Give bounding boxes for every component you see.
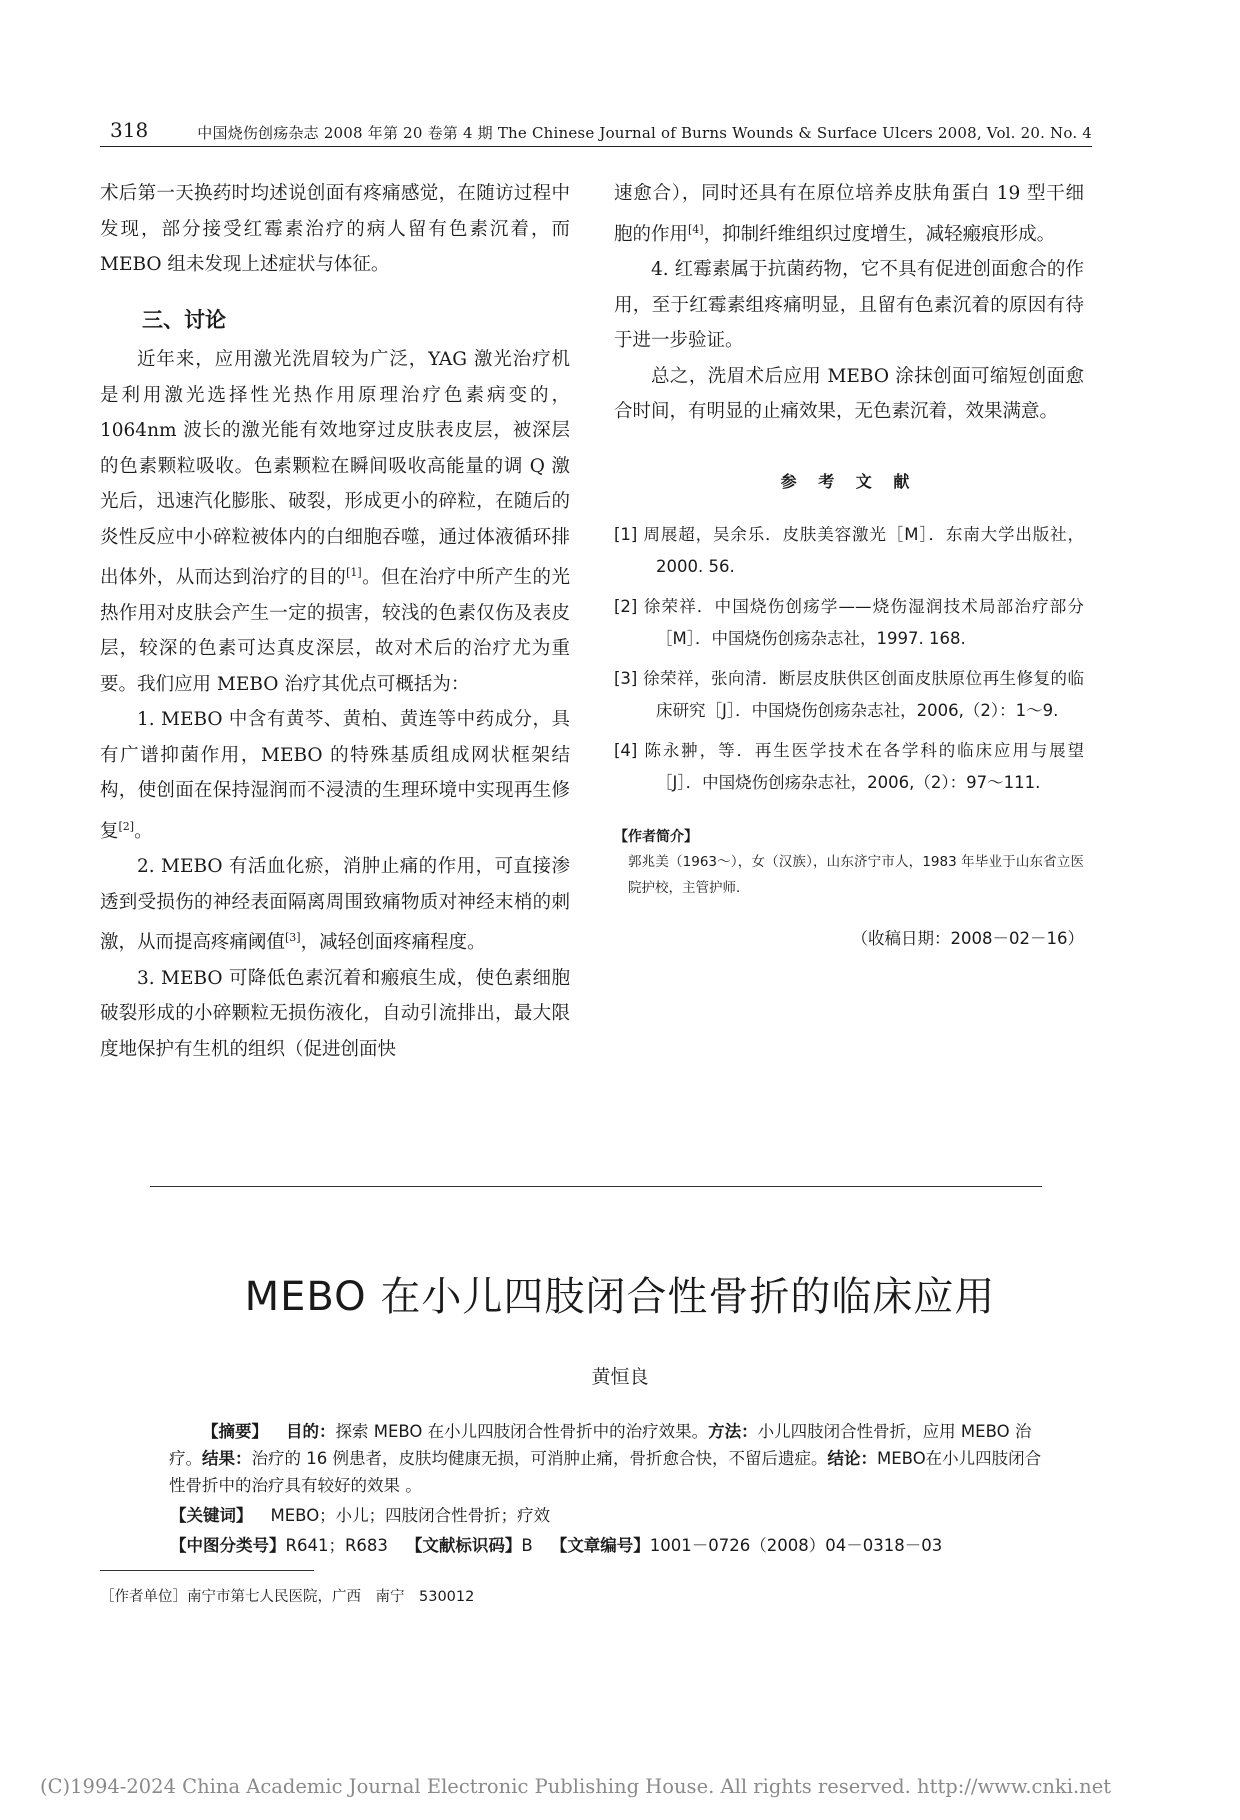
paragraph-text: 2. MEBO 有活血化瘀，消肿止痛的作用，可直接渗透到受损伤的神经表面隔离周围致痛物质对神经末梢的刺激，从而提高疼痛阈值 [100,856,570,954]
article-no-label: 【文章编号】 [550,1536,650,1555]
reference-item: [2] 徐荣祥．中国烧伤创疡学——烧伤湿润技术局部治疗部分［M］．中国烧伤创疡杂志社，1997. 168. [614,597,1084,649]
affiliation-text: 南宁市第七人民医院，广西 南宁 530012 [187,1589,475,1605]
doc-code-label: 【文献标识码】 [405,1536,522,1555]
objective-label: 目的： [286,1422,336,1441]
paragraph: 总之，洗眉术后应用 MEBO 涂抹创面可缩短创面愈合时间，有明显的止痛效果，无色素沉着，效果满意。 [614,365,1084,423]
reference-item: [1] 周展超，吴余乐．皮肤美容激光［M］．东南大学出版社，2000. 56. [614,525,1084,577]
copyright-footer: (C)1994-2024 China Academic Journal Electronic Publishing House. All rights reserved. http://www.cnki.net [40,1775,1112,1798]
article-no-value: 1001－0726（2008）04－0318－03 [649,1536,943,1555]
citation-ref: [1] [346,566,362,579]
header-rule [100,146,1092,147]
paragraph [100,342,570,702]
keywords [136,1502,1054,1529]
article-title: MEBO 在小儿四肢闭合性骨折的临床应用 [244,1274,996,1320]
paragraph-text: 速愈合），同时还具有在原位培养皮肤角蛋白 19 型干细胞的作用 [614,183,1084,245]
objective-text: 探索 MEBO 在小儿四肢闭合性骨折中的治疗效果。 [335,1422,709,1441]
page-number: 318 [110,118,149,142]
right-column [614,176,1084,957]
citation-ref: [3] [285,931,301,945]
article-author: 黄恒良 [591,1366,649,1388]
section-heading: 三、讨论 [142,307,226,332]
classification [136,1532,1054,1559]
paragraph-text: ，减轻创面疼痛程度。 [300,932,486,954]
author-bio-heading: 【作者简介】 [614,829,698,846]
citation-ref: [4] [688,222,704,236]
conclusion-text: MEBO在小儿四肢闭合性骨折中的治疗具有较好的效果 。 [169,1449,1042,1495]
citation-ref: [2] [118,819,135,833]
author-bio: 郭兆美（1963～），女（汉族），山东济宁市人，1983 年毕业于山东省立医院护校，主管护师． [628,854,1084,897]
paragraph-text: 。但在治疗中所产生的光热作用对皮肤会产生一定的损害，较浅的色素仅伤及表皮层，较深的色素可达真皮深层，故对术后的治疗尤为重要。我们应用 MEBO 治疗其优点可概括为： [100,567,570,695]
paragraph-text: 。 [134,820,153,842]
result-text: 治疗的 16 例患者，皮肤均健康无损，可消肿止痛，骨折愈合快，不留后遗症。 [251,1449,828,1468]
method-text: 小儿四肢闭合性骨折，应用 MEBO 治疗。 [169,1422,1032,1468]
affiliation-label: ［作者单位］ [100,1589,187,1605]
left-column [100,176,570,1067]
affiliation-rule [100,1570,314,1571]
article-divider [150,1186,1042,1187]
paragraph-text: ，抑制纤维组织过度增生，减轻瘢痕形成。 [703,223,1056,245]
abstract [136,1418,1054,1499]
paragraph: 3. MEBO 可降低色素沉着和瘢痕生成，使色素细胞破裂形成的小碎颗粒无损伤液化，自动引流排出，最大限度地保护有生机的组织（促进创面快 [100,967,570,1060]
received-date: （收稿日期：2008－02－16） [851,929,1084,949]
running-header: 中国烧伤创疡杂志 2008 年第 20 卷第 4 期 The Chinese Journal of Burns Wounds & Surface Ulcers 2008, Vol. 20. No. 4 [197,124,1092,142]
paragraph [614,176,1084,252]
references-heading: 参 考 文 献 [780,471,918,491]
paragraph-text: 1. MEBO 中含有黄芩、黄柏、黄连等中药成分，具有广谱抑菌作用，MEBO 的特殊基质组成网状框架结构，使创面在保持湿润而不浸渍的生理环境中实现再生修复 [100,709,570,842]
paragraph-text: 近年来，应用激光洗眉较为广泛，YAG 激光治疗机是利用激光选择性光热作用原理治疗色素病变的，1064nm 波长的激光能有效地穿过皮肤表皮层，被深层的色素颗粒吸收。色素颗粒在瞬间吸收高能量的调 Q 激光后，迅速汽化膨胀、破裂，形成更小的碎粒，在随后的炎性反应中小碎粒被体内的白细胞吞噬，通过体液循环排出体外，从而达到治疗的目的 [100,349,570,589]
doc-code-value: B [521,1536,533,1555]
paragraph: 术后第一天换药时均述说创面有疼痛感觉，在随访过程中发现，部分接受红霉素治疗的病人留有色素沉着，而 MEBO 组未发现上述症状与体征。 [100,183,570,275]
paragraph [100,849,570,961]
clc-label: 【中图分类号】 [170,1536,286,1555]
reference-item: [4] 陈永翀，等．再生医学技术在各学科的临床应用与展望［J］．中国烧伤创疡杂志社，2006,（2）：97～111. [614,741,1084,793]
abstract-label: 【摘要】 [202,1422,268,1441]
keywords-label: 【关键词】 [170,1506,253,1525]
method-label: 方法： [708,1422,758,1441]
clc-value: R641；R683 [285,1536,388,1555]
paragraph: 4. 红霉素属于抗菌药物，它不具有促进创面愈合的作用，至于红霉素组疼痛明显，且留有色素沉着的原因有待于进一步验证。 [614,259,1084,352]
conclusion-label: 结论： [827,1449,877,1468]
paragraph [100,702,570,849]
keywords-text: MEBO；小儿；四肢闭合性骨折；疗效 [270,1506,551,1525]
author-affiliation [100,1585,474,1606]
result-label: 结果： [202,1449,252,1468]
abstract-block [136,1418,1054,1559]
reference-item: [3] 徐荣祥，张向清．断层皮肤供区创面皮肤原位再生修复的临床研究［J］．中国烧伤创疡杂志社，2006,（2）：1～9. [614,669,1084,721]
